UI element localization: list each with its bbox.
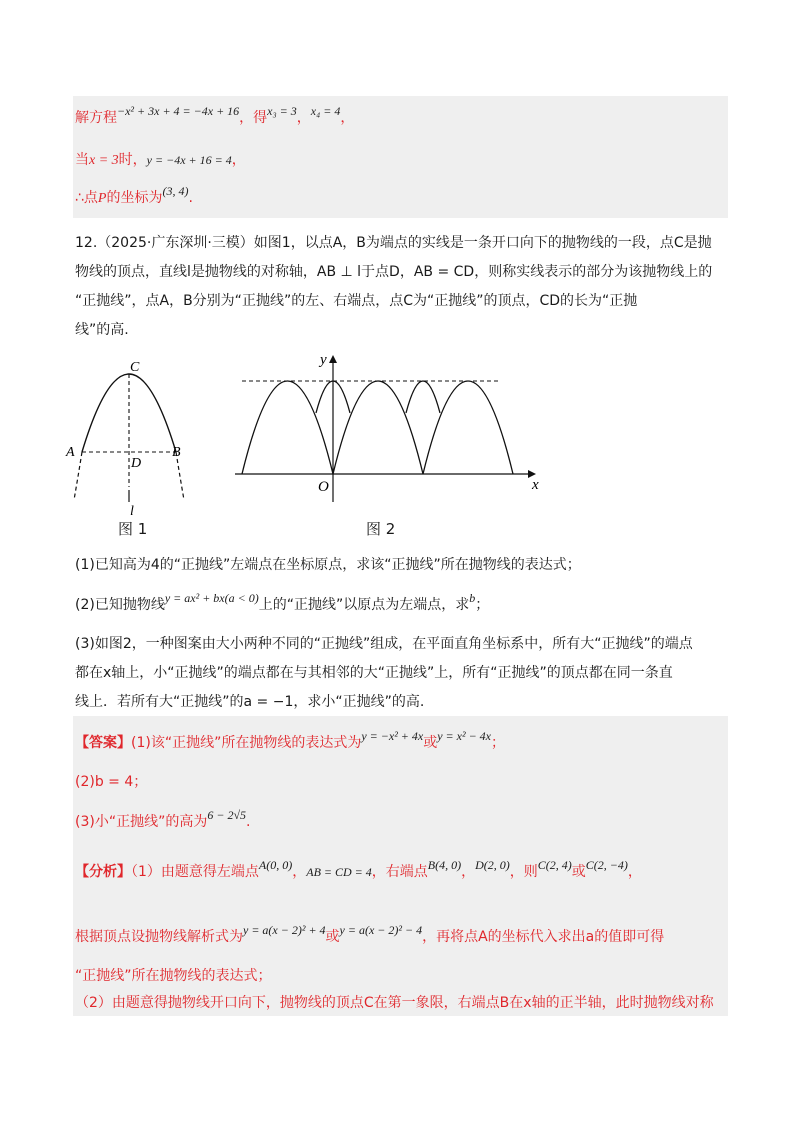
analysis-tag: 【分析】 bbox=[75, 864, 131, 880]
text: 如图1，以点A，B为端点的实线是一条开口向下的抛物线的一段，点C是抛 bbox=[253, 235, 712, 251]
text: ， bbox=[340, 110, 355, 126]
text: ， bbox=[292, 864, 307, 880]
question-1: (1)已知高为4的“正抛线”左端点在坐标原点，求该“正抛线”所在抛物线的表达式； bbox=[75, 557, 581, 573]
label-x: x bbox=[532, 477, 539, 493]
equation: C(2, −4) bbox=[585, 858, 628, 872]
equation: C(2, 4) bbox=[537, 858, 572, 872]
equation: A(0, 0) bbox=[258, 858, 293, 872]
problem-line-1 bbox=[75, 233, 712, 253]
text: ； bbox=[491, 735, 505, 751]
figure-1-caption: 图 1 bbox=[118, 520, 148, 538]
question-3-line-3: 线上．若所有大“正抛线”的a = −1，求小“正抛线”的高. bbox=[75, 694, 425, 710]
equation: B(4, 0) bbox=[427, 858, 462, 872]
equation: 6 − 2√5 bbox=[207, 808, 247, 822]
solution-line-2 bbox=[75, 150, 246, 171]
answer-line-3 bbox=[75, 808, 251, 832]
figure-1 bbox=[60, 352, 200, 522]
answer-line-1 bbox=[75, 729, 505, 753]
big-parabola-2 bbox=[333, 381, 423, 474]
text: ∴点 bbox=[75, 190, 98, 206]
analysis-line-4: （2）由题意得抛物线开口向下，抛物线的顶点C在第一象限，右端点B在x轴的正半轴，此时抛物线对称 bbox=[75, 995, 714, 1011]
text: 上的“正抛线”以原点为左端点，求 bbox=[258, 597, 470, 613]
big-parabola-3 bbox=[423, 381, 513, 474]
text: ，则 bbox=[509, 864, 538, 880]
text: ， bbox=[231, 152, 246, 168]
text: ， bbox=[296, 110, 311, 126]
equation: y = a(x − 2)² − 4 bbox=[339, 923, 423, 937]
text: （1）由题意得左端点 bbox=[131, 864, 259, 880]
equation: AB = CD = 4 bbox=[306, 865, 372, 879]
label-C: C bbox=[130, 360, 140, 375]
text: 时， bbox=[118, 152, 147, 168]
text: . bbox=[188, 190, 193, 206]
text: 或 bbox=[423, 735, 438, 751]
solution-line-1 bbox=[75, 104, 355, 128]
problem-line-4: 线”的高. bbox=[75, 322, 129, 338]
equation: −x² + 3x + 4 = −4x + 16 bbox=[117, 104, 240, 118]
equation: y = −4x + 16 = 4 bbox=[146, 153, 232, 167]
text: (2)已知抛物线 bbox=[75, 597, 165, 613]
equation: x₄ = 4 bbox=[310, 104, 341, 118]
analysis-line-1 bbox=[75, 858, 642, 882]
text: 根据顶点设抛物线解析式为 bbox=[75, 929, 243, 945]
analysis-line-3: “正抛线”所在抛物线的表达式； bbox=[75, 968, 272, 984]
text: (3)小“正抛线”的高为 bbox=[75, 814, 208, 830]
text: 或 bbox=[571, 864, 586, 880]
equation: x = 3 bbox=[89, 153, 119, 168]
question-2 bbox=[75, 591, 490, 615]
label-y: y bbox=[320, 352, 327, 368]
answer-tag: 【答案】 bbox=[75, 735, 131, 751]
text: 当 bbox=[75, 152, 89, 168]
text: ，再将点A的坐标代入求出a的值即可得 bbox=[422, 929, 665, 945]
parabola-dashed-left bbox=[74, 452, 82, 500]
equation: y = a(x − 2)² + 4 bbox=[243, 923, 326, 937]
label-D: D bbox=[131, 456, 142, 471]
equation: y = −x² + 4x bbox=[361, 729, 424, 743]
answer-line-2: (2)b = 4； bbox=[75, 774, 148, 790]
point-label: P bbox=[97, 191, 107, 206]
problem-line-3: “正抛线”，点A，B分别为“正抛线”的左、右端点，点C为“正抛线”的顶点，CD的长为“正抛 bbox=[75, 293, 638, 309]
figure-2 bbox=[230, 350, 550, 510]
text: ； bbox=[475, 597, 490, 613]
label-A: A bbox=[66, 445, 75, 460]
label-B: B bbox=[172, 445, 181, 460]
text: ，右端点 bbox=[371, 864, 428, 880]
equation: x₃ = 3 bbox=[267, 104, 297, 118]
variable: b bbox=[469, 591, 476, 605]
solution-line-3 bbox=[75, 184, 193, 209]
text: ，得 bbox=[239, 110, 268, 126]
problem-line-2: 物线的顶点，直线l是抛物线的对称轴，AB ⊥ l于点D，AB = CD，则称实线表示的部分为该抛物线上的 bbox=[75, 264, 713, 280]
text: ， bbox=[461, 864, 476, 880]
text: 解方程 bbox=[75, 110, 117, 126]
equation: (3, 4) bbox=[162, 184, 189, 198]
problem-source: （2025·广东深圳·三模） bbox=[97, 235, 254, 251]
equation: y = x² − 4x bbox=[437, 729, 491, 743]
equation: y = ax² + bx(a < 0) bbox=[164, 591, 259, 605]
small-parabola-2 bbox=[406, 381, 440, 413]
y-axis-arrow bbox=[329, 355, 337, 363]
text: 或 bbox=[325, 929, 340, 945]
text: ， bbox=[627, 864, 642, 880]
question-3-line-1: (3)如图2，一种图案由大小两种不同的“正抛线”组成，在平面直角坐标系中，所有大“正抛线”的端点 bbox=[75, 636, 693, 652]
big-parabola-1 bbox=[242, 381, 333, 474]
text: . bbox=[246, 814, 251, 830]
problem-number: 12. bbox=[75, 235, 98, 251]
label-l: l bbox=[130, 504, 134, 519]
label-O: O bbox=[318, 479, 329, 495]
equation: D(2, 0) bbox=[475, 858, 510, 872]
text: (1)该“正抛线”所在抛物线的表达式为 bbox=[131, 735, 362, 751]
text: 的坐标为 bbox=[106, 190, 163, 206]
analysis-line-2 bbox=[75, 923, 665, 947]
question-3-line-2: 都在x轴上，小“正抛线”的端点都在与其相邻的大“正抛线”上，所有“正抛线”的顶点都在同一条直 bbox=[75, 665, 673, 681]
figure-2-caption: 图 2 bbox=[366, 520, 396, 538]
